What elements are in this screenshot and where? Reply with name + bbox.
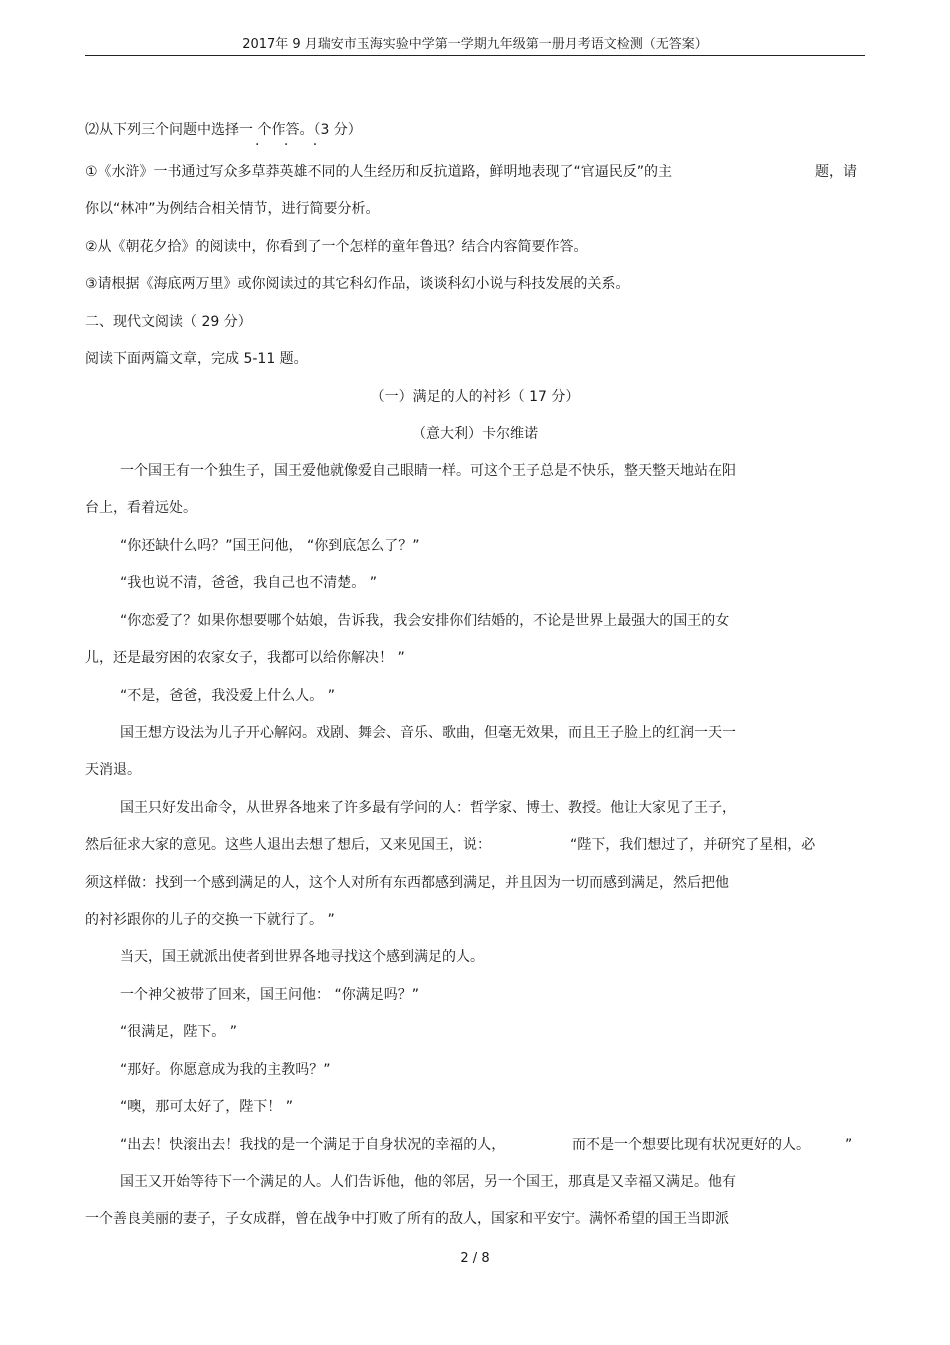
article-title: （一）满足的人的衬衫（ 17 分）	[370, 389, 580, 405]
question-intro: ⑵从下列三个问题中选择一 个作答。（3 分）	[85, 122, 362, 138]
paragraph-line: 一个国王有一个独生子，国王爱他就像爱自己眼睛一样。可这个王子总是不快乐，整天整天地站在阳	[120, 463, 736, 479]
paragraph-line: 儿，还是最穷困的农家女子，我都可以给你解决！ ”	[85, 650, 405, 666]
paragraph-line: “那好。你愿意成为我的主教吗？”	[120, 1062, 331, 1078]
question-2: ②从《朝花夕拾》的阅读中，你看到了一个怎样的童年鲁迅？结合内容简要作答。	[85, 239, 588, 255]
emphasis-dots: · · ·	[255, 137, 328, 153]
paragraph-line: 一个善良美丽的妻子，子女成群，曾在战争中打败了所有的敌人，国家和平安宁。满怀希望的国王当即派	[85, 1211, 729, 1227]
question-3: ③请根据《海底两万里》或你阅读过的其它科幻作品，谈谈科幻小说与科技发展的关系。	[85, 276, 630, 292]
paragraph-line: 国王只好发出命令，从世界各地来了许多最有学问的人：哲学家、博士、教授。他让大家见了王子，	[120, 800, 736, 816]
question-1-line-2: 你以“林冲”为例结合相关情节，进行简要分析。	[85, 201, 380, 217]
paragraph-line: 台上，看着远处。	[85, 500, 197, 516]
paragraph-line: “很满足，陛下。 ”	[120, 1024, 237, 1040]
header-rule	[85, 55, 865, 56]
paragraph-line: 当天，国王就派出使者到世界各地寻找这个感到满足的人。	[120, 949, 484, 965]
section-title: 二、现代文阅读（ 29 分）	[85, 314, 252, 330]
paragraph-line: “我也说不清，爸爸，我自己也不清楚。 ”	[120, 575, 377, 591]
paragraph-line: “不是，爸爸，我没爱上什么人。 ”	[120, 688, 335, 704]
page-number: 2 / 8	[460, 1251, 490, 1266]
paragraph-line: 国王又开始等待下一个满足的人。人们告诉他，他的邻居，另一个国王，那真是又幸福又满足。他有	[120, 1174, 736, 1190]
paragraph-line: 然后征求大家的意见。这些人退出去想了想后，又来见国王，说：	[85, 837, 491, 853]
paragraph-line: 而不是一个想要比现有状况更好的人。	[572, 1137, 810, 1153]
question-1-line-1: ①《水浒》一书通过写众多草莽英雄不同的人生经历和反抗道路，鲜明地表现了“官逼民反”的主	[85, 164, 673, 180]
paragraph-line: “你恋爱了？如果你想要哪个姑娘，告诉我，我会安排你们结婚的，不论是世界上最强大的国王的女	[120, 613, 730, 629]
paragraph-line: “陛下，我们想过了，并研究了星相，必	[570, 837, 816, 853]
paragraph-line: 国王想方设法为儿子开心解闷。戏剧、舞会、音乐、歌曲，但毫无效果，而且王子脸上的红润一天一	[120, 725, 736, 741]
paragraph-line: “噢，那可太好了，陛下！ ”	[120, 1099, 293, 1115]
article-author: （意大利）卡尔维诺	[412, 426, 538, 442]
paragraph-line: 须这样做：找到一个感到满足的人，这个人对所有东西都感到满足，并且因为一切而感到满足，然后把他	[85, 875, 729, 891]
paragraph-line: ”	[845, 1137, 853, 1153]
paragraph-line: 一个神父被带了回来，国王问他： “你满足吗？”	[120, 987, 419, 1003]
paragraph-line: 天消退。	[85, 762, 141, 778]
document-header: 2017年 9 月瑞安市玉海实验中学第一学期九年级第一册月考语文检测（无答案）	[242, 37, 708, 52]
question-1-line-1-end: 题，请	[815, 164, 857, 180]
paragraph-line: “你还缺什么吗？”国王问他， “你到底怎么了？”	[120, 538, 420, 554]
paragraph-line: “出去！快滚出去！我找的是一个满足于自身状况的幸福的人，	[120, 1137, 506, 1153]
section-instruction: 阅读下面两篇文章，完成 5-11 题。	[85, 351, 308, 367]
paragraph-line: 的衬衫跟你的儿子的交换一下就行了。 ”	[85, 912, 335, 928]
